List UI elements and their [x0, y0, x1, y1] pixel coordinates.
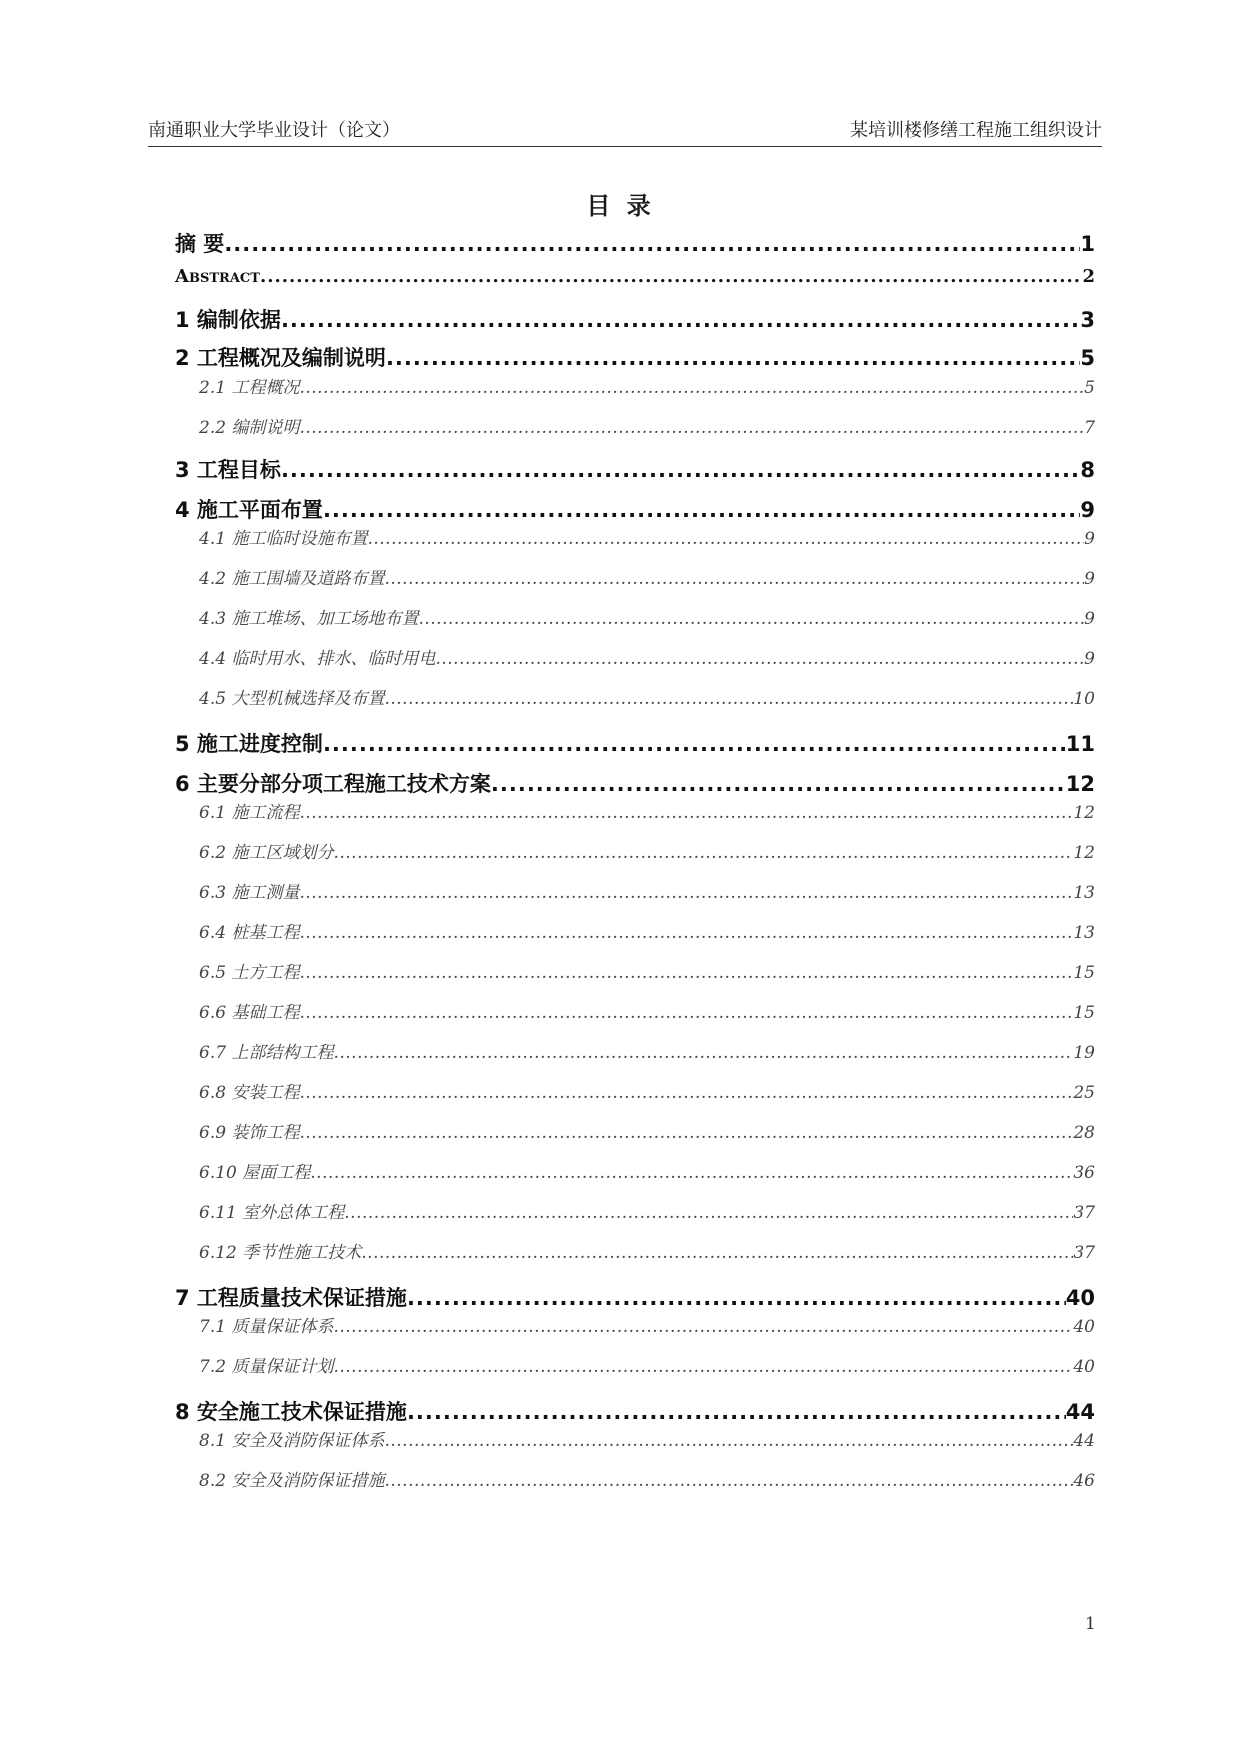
toc-entry-label: 2 工程概况及编制说明: [175, 346, 386, 370]
dot-leader: [407, 1400, 1066, 1424]
dot-leader: [367, 529, 1084, 549]
toc-entry-page: 7: [1084, 418, 1095, 438]
toc-entry-page: 9: [1084, 609, 1095, 629]
toc-entry-label: 6.3 施工测量: [199, 883, 300, 903]
dot-leader: [299, 1123, 1073, 1143]
toc-entry-page: 13: [1073, 923, 1095, 943]
toc-entry-label: 3 工程目标: [175, 458, 281, 482]
toc-entry-page: 12: [1073, 803, 1095, 823]
toc-entry-7-1[interactable]: [199, 1312, 1095, 1337]
dot-leader: [333, 1357, 1073, 1377]
dot-leader: [386, 346, 1080, 370]
toc-entry-6-7[interactable]: [199, 1038, 1095, 1063]
dot-leader: [281, 458, 1080, 482]
toc-entry-6-1[interactable]: [199, 798, 1095, 823]
dot-leader: [299, 963, 1073, 983]
toc-entry-page: 9: [1084, 529, 1095, 549]
toc-entry-page: 5: [1080, 346, 1095, 370]
toc-entry-6-5[interactable]: [199, 958, 1095, 983]
dot-leader: [491, 772, 1066, 796]
dot-leader: [299, 1003, 1073, 1023]
dot-leader: [418, 609, 1084, 629]
dot-leader: [384, 689, 1073, 709]
toc-entry-label: 摘 要: [175, 232, 225, 256]
dot-leader: [435, 649, 1084, 669]
toc-entry-8[interactable]: [175, 1396, 1095, 1426]
toc-entry-label: 4.4 临时用水、排水、临时用电: [199, 649, 436, 669]
toc-entry-7-2[interactable]: [199, 1352, 1095, 1377]
toc-entry-6-11[interactable]: [199, 1198, 1095, 1223]
toc-entry-label: 8.1 安全及消防保证体系: [199, 1431, 385, 1451]
toc-entry-3[interactable]: [175, 454, 1095, 484]
toc-entry-4-2[interactable]: [199, 564, 1095, 589]
dot-leader: [323, 732, 1066, 756]
toc-entry-4-1[interactable]: [199, 524, 1095, 549]
toc-entry-label: 4.5 大型机械选择及布置: [199, 689, 385, 709]
toc-entry-label: 2.2 编制说明: [199, 418, 300, 438]
dot-leader: [299, 418, 1084, 438]
toc-entry-2-1[interactable]: [199, 373, 1095, 398]
toc-entry-6-8[interactable]: [199, 1078, 1095, 1103]
dot-leader: [384, 1431, 1073, 1451]
toc-entry-1[interactable]: [175, 304, 1095, 334]
toc-entry-label: 6.7 上部结构工程: [199, 1043, 334, 1063]
dot-leader: [299, 803, 1073, 823]
toc-entry-page: 9: [1084, 569, 1095, 589]
toc-title: 目 录: [586, 192, 655, 220]
toc-entry-page: 46: [1073, 1471, 1095, 1491]
toc-entry-page: 37: [1073, 1203, 1095, 1223]
toc-entry-label: 4 施工平面布置: [175, 498, 323, 522]
toc-entry-page: 15: [1073, 963, 1095, 983]
toc-entry-label: 6.11 室外总体工程: [199, 1203, 345, 1223]
toc-entry-6-9[interactable]: [199, 1118, 1095, 1143]
toc-entry-4[interactable]: [175, 494, 1095, 524]
toc-entry-label: 6.10 屋面工程: [199, 1163, 311, 1183]
toc-entry-8-1[interactable]: [199, 1426, 1095, 1451]
toc-entry-6[interactable]: [175, 768, 1095, 798]
toc-entry-7[interactable]: [175, 1282, 1095, 1312]
dot-leader: [333, 1317, 1073, 1337]
toc-entry-4-4[interactable]: [199, 644, 1095, 669]
toc-entry-label: 4.1 施工临时设施布置: [199, 529, 368, 549]
toc-entry-page: 5: [1084, 378, 1095, 398]
toc-entry-page: 13: [1073, 883, 1095, 903]
dot-leader: [361, 1243, 1073, 1263]
toc-entry-4-3[interactable]: [199, 604, 1095, 629]
toc-entry-page: 40: [1065, 1286, 1095, 1310]
dot-leader: [260, 266, 1083, 287]
toc-entry-4-5[interactable]: [199, 684, 1095, 709]
toc-entry-label: 2.1 工程概况: [199, 378, 300, 398]
toc-entry-page: 28: [1073, 1123, 1095, 1143]
toc-entry-page: 3: [1080, 308, 1095, 332]
toc-entry-label: 8 安全施工技术保证措施: [175, 1400, 407, 1424]
header-right-title: 某培训楼修缮工程施工组织设计: [850, 120, 1102, 141]
dot-leader: [299, 923, 1073, 943]
toc-entry-label: 6.6 基础工程: [199, 1003, 300, 1023]
dot-leader: [299, 1083, 1073, 1103]
toc-entry-label: 6.9 装饰工程: [199, 1123, 300, 1143]
dot-leader: [407, 1286, 1066, 1310]
dot-leader: [323, 498, 1080, 522]
dot-leader: [333, 843, 1073, 863]
toc-entry-label: 7.1 质量保证体系: [199, 1317, 334, 1337]
toc-entry-5[interactable]: [175, 728, 1095, 758]
toc-entry-page: 12: [1073, 843, 1095, 863]
toc-entry-6-10[interactable]: [199, 1158, 1095, 1183]
dot-leader: [344, 1203, 1073, 1223]
toc-entry-label: 7.2 质量保证计划: [199, 1357, 334, 1377]
dot-leader: [224, 232, 1080, 256]
toc-entry-page: 40: [1073, 1317, 1095, 1337]
toc-entry-page: 36: [1073, 1163, 1095, 1183]
toc-entry-label: 6.8 安装工程: [199, 1083, 300, 1103]
dot-leader: [384, 1471, 1073, 1491]
toc-entry-page: 12: [1065, 772, 1095, 796]
toc-entry-page: 25: [1073, 1083, 1095, 1103]
toc-entry-label: 6.2 施工区域划分: [199, 843, 334, 863]
toc-entry-page: 44: [1073, 1431, 1095, 1451]
toc-entry-2[interactable]: [175, 342, 1095, 372]
toc-entry-label: 5 施工进度控制: [175, 732, 323, 756]
toc-entry-label: 1 编制依据: [175, 308, 281, 332]
toc-entry-page: 9: [1080, 498, 1095, 522]
dot-leader: [384, 569, 1084, 589]
toc-entry-label: 6.1 施工流程: [199, 803, 300, 823]
toc-entry-6-4[interactable]: [199, 918, 1095, 943]
toc-entry-page: 2: [1082, 266, 1095, 287]
page-number: 1: [1085, 1614, 1096, 1634]
toc-entry-abstract-en[interactable]: [175, 266, 1095, 287]
toc-entry-label: 8.2 安全及消防保证措施: [199, 1471, 385, 1491]
toc-entry-label: 6.5 土方工程: [199, 963, 300, 983]
header-left-title: 南通职业大学毕业设计（论文）: [148, 120, 400, 141]
toc-entry-page: 44: [1065, 1400, 1095, 1424]
toc-entry-abstract-cn[interactable]: [175, 228, 1095, 258]
toc-entry-6-6[interactable]: [199, 998, 1095, 1023]
toc-entry-label: 6.4 桩基工程: [199, 923, 300, 943]
toc-entry-page: 15: [1073, 1003, 1095, 1023]
dot-leader: [299, 883, 1073, 903]
toc-entry-label: 7 工程质量技术保证措施: [175, 1286, 407, 1310]
page-header: [148, 112, 1102, 147]
dot-leader: [299, 378, 1084, 398]
toc-entry-6-2[interactable]: [199, 838, 1095, 863]
toc-entry-6-3[interactable]: [199, 878, 1095, 903]
dot-leader: [333, 1043, 1073, 1063]
toc-entry-2-2[interactable]: [199, 413, 1095, 438]
toc-entry-label: 6 主要分部分项工程施工技术方案: [175, 772, 491, 796]
toc-entry-label: Abstract: [175, 266, 260, 287]
toc-entry-label: 4.2 施工围墙及道路布置: [199, 569, 385, 589]
toc-entry-6-12[interactable]: [199, 1238, 1095, 1263]
toc-entry-page: 8: [1080, 458, 1095, 482]
toc-entry-page: 1: [1080, 232, 1095, 256]
toc-entry-page: 37: [1073, 1243, 1095, 1263]
toc-entry-page: 9: [1084, 649, 1095, 669]
toc-entry-label: 6.12 季节性施工技术: [199, 1243, 362, 1263]
dot-leader: [310, 1163, 1073, 1183]
dot-leader: [281, 308, 1080, 332]
toc-entry-page: 10: [1073, 689, 1095, 709]
toc-entry-page: 40: [1073, 1357, 1095, 1377]
toc-entry-label: 4.3 施工堆场、加工场地布置: [199, 609, 419, 629]
toc-entry-page: 11: [1065, 732, 1095, 756]
toc-entry-8-2[interactable]: [199, 1466, 1095, 1491]
toc-entry-page: 19: [1073, 1043, 1095, 1063]
